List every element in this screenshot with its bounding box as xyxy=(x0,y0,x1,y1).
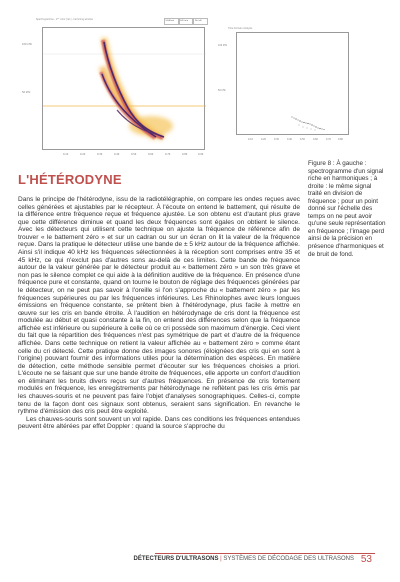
footer-subsection: SYSTÈMES DE DÉCODAGE DES ULTRASONS xyxy=(223,556,354,562)
x-tick-label: 0.70 xyxy=(326,138,331,141)
x-tick-label: 0.20 xyxy=(80,153,86,156)
spectrogram-plot xyxy=(42,27,205,150)
frequency-division-figure xyxy=(218,27,350,143)
x-tick-label: 0.50 xyxy=(300,138,305,141)
spectrogram-image xyxy=(43,28,206,151)
page-number: 53 xyxy=(360,554,372,565)
legend-cell: 5tSE/ind xyxy=(164,18,179,25)
body-text xyxy=(18,196,300,431)
legend-cell: Dir (dl) xyxy=(193,18,208,25)
y-tick-label: 100 kHz xyxy=(22,43,32,46)
paragraph: Dans le principe de l'hétérodyne, issu de la radiotélégraphie, on compare les ondes reçues avec celles générées et ajustables par le récepteur. À l'écoute on entend le battement, qui résulte de la différence entre fréquence reçue et fréquence ajustée. Le son obtenu est d'autant plus grave que cette différence diminue et quand les deux fréquences sont égales on obtient le silence. Avec les détecteurs qui utilisent cette technique on ajuste la fréquence de référence afin de trouver « le battement zéro » et sur un cadran ou sur un écran on lit la valeur de la fréquence reçue. Dans la pratique le détecteur utilise une bande de ± 5 kHz autour de la fréquence affichée. Ainsi s'il indique 40 kHz les fréquences sélectionnées à la réception sont comprises entre 35 et 45 kHz, ce qui n'exclut pas d'autres sons au-delà de ces limites. Cette bande de fréquence autour de la valeur générée par le détecteur produit au « battement zéro » un son très grave et non pas le silence complet ce qui aide à la définition auditive de la fréquence. En présence d'une fréquence pure et constante, quand on tourne le bouton de réglage des fréquences générées par le détecteur, on ne peut pas savoir à l'oreille si l'on s'approche du « battement zéro » par les fréquences supérieures ou par les fréquences inférieures. Les Rhinolophes avec leurs longues émissions en fréquence constante, se prêtent bien à l'hétérodynage, plus facile à mettre en œuvre sur les cris en bande étroite. À l'audition en hétérodynage de cris dont la fréquence est modulée au début et quasi constante à la fin, on entend des différences selon que la fréquence affichée est inférieure ou supérieure à celle où ce cri possède son maximum d'énergie. Ceci vient du fait que la répartition des fréquences n'est pas symétrique de part et d'autre de la fréquence affichée. Dans cette technique on retient la valeur affichée au « battement zéro » comme étant celle du cri détecté. Cette pratique donne des images sonores (éloignées des cris qui en sont à l'origine) pouvant fournir des informations utiles pour la détermination des espèces. En matière de détection, cette méthode sensible permet d'écouter sur les fréquences choisies a priori. L'écoute ne se faisant que sur une bande étroite de fréquences, elle apporte un confort d'audition en éliminant les bruits divers reçus sur d'autres fréquences. En présence de cris fortement modulés en fréquence, les enregistrements par hétérodynage ne reflètent pas les cris émis par les chauves-souris et ne peuvent pas faire l'objet d'analyses sonographiques. Celles-ci, compte tenu de la façon dont ces signaux sont obtenus, seraient sans signification. En revanche le rythme d'émission des cris peut être exploité. xyxy=(18,196,300,416)
running-footer xyxy=(134,556,354,562)
paragraph: Les chauves-souris sont souvent un vol rapide. Dans ces conditions les fréquences entendues peuvent être altérées par effet Doppler : quand la source s'approche du xyxy=(18,415,300,431)
x-tick-label: 0.30 xyxy=(274,138,279,141)
x-tick-label: 0.70 xyxy=(165,153,171,156)
frequency-division-plot xyxy=(236,32,349,135)
x-tick-label: 0.50 xyxy=(131,153,137,156)
x-tick-label: 0.80 xyxy=(182,153,188,156)
frequency-division-image xyxy=(237,33,350,136)
x-tick-label: 0.10 xyxy=(63,153,69,156)
y-tick-label: 50 kHz xyxy=(218,89,226,92)
figure-caption: Figure 8 : À gauche : spectrogramme d'un signal riche en harmoniques ; à droite : le même signal traité en division de fréquence ; pour un point donné sur l'échelle des temps on ne peut avoir qu'une seule représentation en fréquence ; l'image perd ainsi de la précision en présence d'harmoniques et de bruit de fond. xyxy=(308,160,386,258)
footer-section: DÉTECTEURS D'ULTRASONS xyxy=(133,556,219,562)
x-tick-label: 0.40 xyxy=(287,138,292,141)
y-tick-label: 50 kHz xyxy=(22,91,31,94)
x-tick-label: 0.30 xyxy=(97,153,103,156)
spectrogram-figure xyxy=(18,18,210,160)
legend-cell: S/R tn/a xyxy=(179,18,194,25)
x-tick-label: 0.60 xyxy=(313,138,318,141)
spectrogram-title: Spectrogramme - 1** color [rel.] - hamming window xyxy=(36,18,93,21)
y-tick-label: 100 kHz xyxy=(218,44,227,47)
x-tick-label: 0.40 xyxy=(114,153,120,156)
spectrogram-legend xyxy=(164,18,208,25)
x-tick-label: 0.60 xyxy=(148,153,154,156)
footer-separator: | xyxy=(218,556,224,562)
x-tick-label: 0.90 xyxy=(198,153,204,156)
frequency-division-title: Time Domain Analysis xyxy=(228,27,253,30)
x-tick-label: 0.10 xyxy=(248,138,253,141)
footer-divider xyxy=(155,553,375,554)
x-tick-label: 0.20 xyxy=(261,138,266,141)
section-heading: L'HÉTÉRODYNE xyxy=(18,172,122,187)
x-tick-label: 0.80 xyxy=(338,138,343,141)
